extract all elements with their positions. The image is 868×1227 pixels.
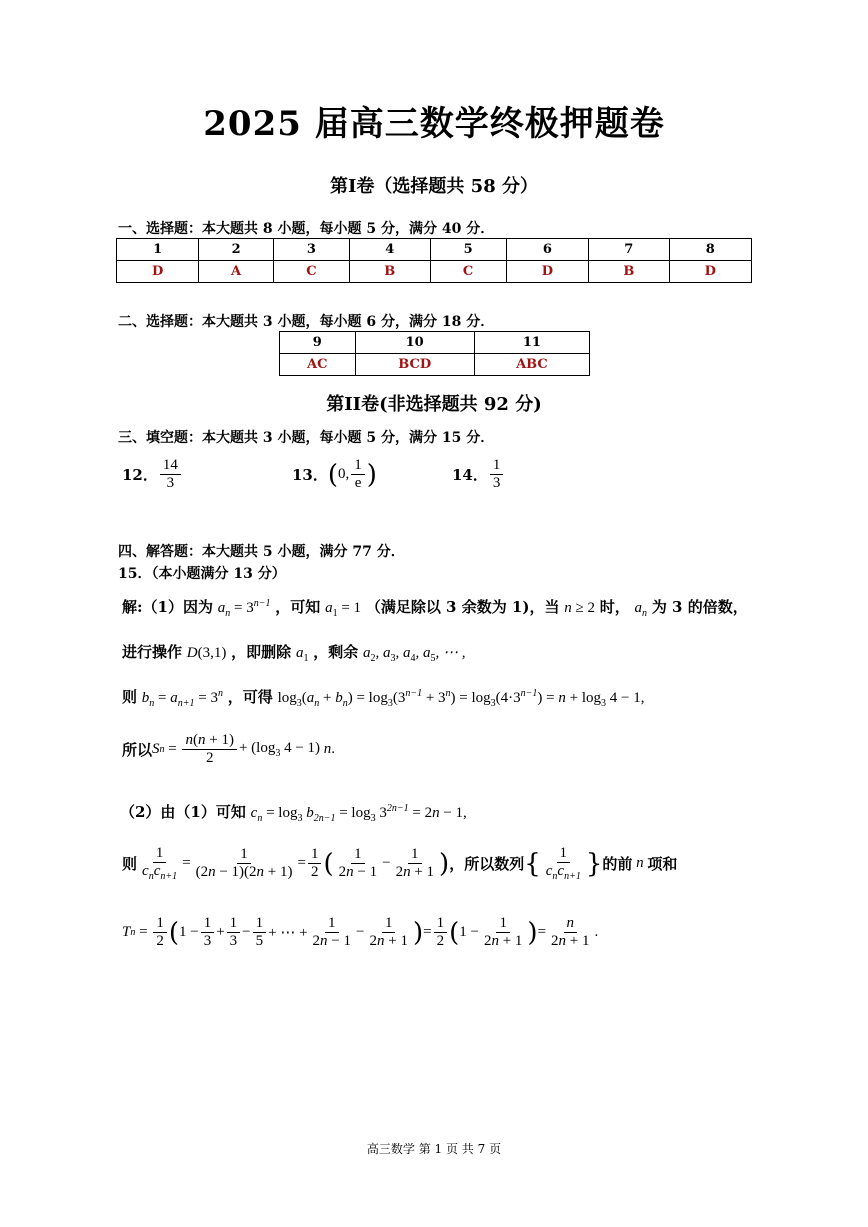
fill-answer-14 [452, 457, 505, 493]
table-cell: 9 [280, 332, 356, 354]
answer-cell: D [506, 261, 588, 283]
solution-text: （满足除以 3 余数为 1)，当 [365, 598, 560, 616]
answer-cell: BCD [355, 354, 474, 376]
denominator: 3 [166, 475, 175, 492]
table-row-answers [117, 261, 752, 283]
math-expression: $a_n$ [634, 600, 648, 619]
math-expression: $a_n = 3^{n-1}$ [217, 598, 271, 619]
math-expression: n ≥ 2 [564, 600, 595, 616]
table-cell: 4 [350, 239, 431, 261]
solution-text: 所以 [122, 741, 153, 760]
table-cell: 7 [589, 239, 670, 261]
answer-cell: A [199, 261, 273, 283]
table-row-numbers [280, 332, 590, 354]
math-expression: T n = $\frac{1}{2}$ ( 1 − $\frac{1}{3}$ + $\frac{1}{3}$ − $\frac{1}{5}$ + ⋯ + $\frac{1}{2n - 1}$ − $\frac{1}{2n + 1}$ ) = $\frac{1}{2}$ ( 1 − $\frac{1}{2n + 1}$ ) = $\frac{n}{2n + 1}$ . [122, 915, 599, 950]
table-cell: 2 [199, 239, 273, 261]
numerator: 1 [351, 457, 365, 475]
part1-heading: 第I卷（选择题共 58 分） [329, 176, 538, 197]
right-paren: ) [366, 459, 377, 490]
solution-line-4 [122, 732, 335, 768]
solution-text: 则 [122, 688, 138, 706]
solution-text: 时， [599, 598, 630, 616]
solution-line-2 [122, 641, 466, 664]
solution-line-5 [120, 801, 467, 824]
section4-heading: 四、解答题：本大题共 5 小题，满分 77 分． [118, 544, 405, 560]
math-expression: $\frac{1}{c_nc_{n+1}}$ = $\frac{1}{(2n - 1)(2n + 1)}$ = $\frac{1}{2}$ ( $\frac{1}{2n - 1}$ − $\frac{1}{2n + 1}$ ) [142, 845, 450, 883]
section1-heading: 一、选择题：本大题共 8 小题，每小题 5 分，满分 40 分． [118, 221, 495, 237]
solution-text: ，剩余 [313, 643, 359, 661]
solution-line-1 [122, 596, 748, 619]
solution-line-7 [122, 915, 598, 951]
math-expression: $\log_3(a_n + b_n) = \log_3(3^{n-1} + 3^n) = \log_3(4\cdot 3^{n-1}) = n + \log_3 4 - 1$, [277, 688, 645, 709]
solution-text: ，所以数列 [449, 855, 525, 874]
table-row-answers [280, 354, 590, 376]
question-label: 13． [292, 466, 328, 485]
math-expression: $b_n = a_{n+1} = 3^n$ [141, 688, 223, 709]
answer-cell: B [350, 261, 431, 283]
solution-text: ，可知 [275, 598, 321, 616]
table-row-numbers [117, 239, 752, 261]
solution-text: 项和 [647, 855, 678, 874]
answer-cell: D [117, 261, 199, 283]
solution-text: 进行操作 [122, 643, 183, 661]
numerator: 1 [490, 457, 504, 475]
solution-text: 的前 [602, 855, 633, 874]
solution-line-6 [122, 845, 677, 883]
table-cell: 11 [474, 332, 589, 354]
fraction [351, 457, 365, 493]
numerator: 14 [160, 457, 181, 475]
interval-start: 0, [338, 466, 350, 483]
page-footer: 高三数学 第 1 页 共 7 页 [366, 1142, 502, 1156]
section2-heading: 二、选择题：本大题共 3 小题，每小题 6 分，满分 18 分． [118, 314, 495, 330]
table-cell: 8 [669, 239, 751, 261]
math-expression: $c_n = \log_3 b_{2n-1} = \log_3 3^{2n-1} = 2n - 1$, [250, 803, 467, 824]
math-expression: $a_2$, $a_3$, $a_4$, $a_5$, ⋯ , [363, 645, 466, 664]
denominator: 3 [492, 475, 501, 492]
math-expression: { $\frac{1}{c_nc_{n+1}}$ } [524, 845, 603, 883]
answer-cell: AC [280, 354, 356, 376]
question-label: 14． [452, 466, 488, 485]
section3-heading: 三、填空题：本大题共 3 小题，每小题 5 分，满分 15 分． [118, 430, 495, 446]
answer-cell: C [430, 261, 506, 283]
math-expression: n [632, 855, 648, 872]
answer-cell: B [589, 261, 670, 283]
table-cell: 5 [430, 239, 506, 261]
math-expression: D(3,1) [186, 645, 227, 661]
table-cell: 6 [506, 239, 588, 261]
answer-table-1 [116, 238, 752, 283]
left-paren: ( [327, 459, 339, 490]
solution-text: 为 3 的倍数， [651, 598, 748, 616]
solution-text: 解:（1）因为 [122, 598, 213, 616]
part2-heading: 第II卷(非选择题共 92 分) [326, 394, 542, 415]
solution-text: ，即删除 [231, 643, 292, 661]
question-label: 12． [122, 466, 158, 485]
math-expression: $a_1$ [295, 645, 309, 664]
answer-cell: ABC [474, 354, 589, 376]
answer-table-2 [279, 331, 590, 376]
question15-heading: 15．（本小题满分 13 分） [118, 566, 286, 582]
fill-answer-12 [122, 457, 183, 493]
fraction [160, 457, 181, 493]
table-cell: 1 [117, 239, 199, 261]
solution-text: 则 [122, 855, 138, 874]
answer-cell: D [669, 261, 751, 283]
table-cell: 3 [273, 239, 349, 261]
answer-cell: C [273, 261, 349, 283]
solution-line-3 [122, 686, 645, 709]
solution-text: （2）由（1）可知 [120, 803, 246, 821]
fraction [490, 457, 504, 493]
fill-answer-13 [292, 457, 377, 493]
table-cell: 10 [355, 332, 474, 354]
page-title: 2025 届高三数学终极押题卷 [203, 104, 665, 144]
math-expression: S n = $\frac{n(n + 1)}{2}$ + ($\log_3$ 4 − 1) n . [152, 732, 336, 767]
math-expression: $a_1 = 1$ [325, 600, 362, 619]
denominator: e [354, 475, 362, 492]
solution-text: ，可得 [227, 688, 273, 706]
